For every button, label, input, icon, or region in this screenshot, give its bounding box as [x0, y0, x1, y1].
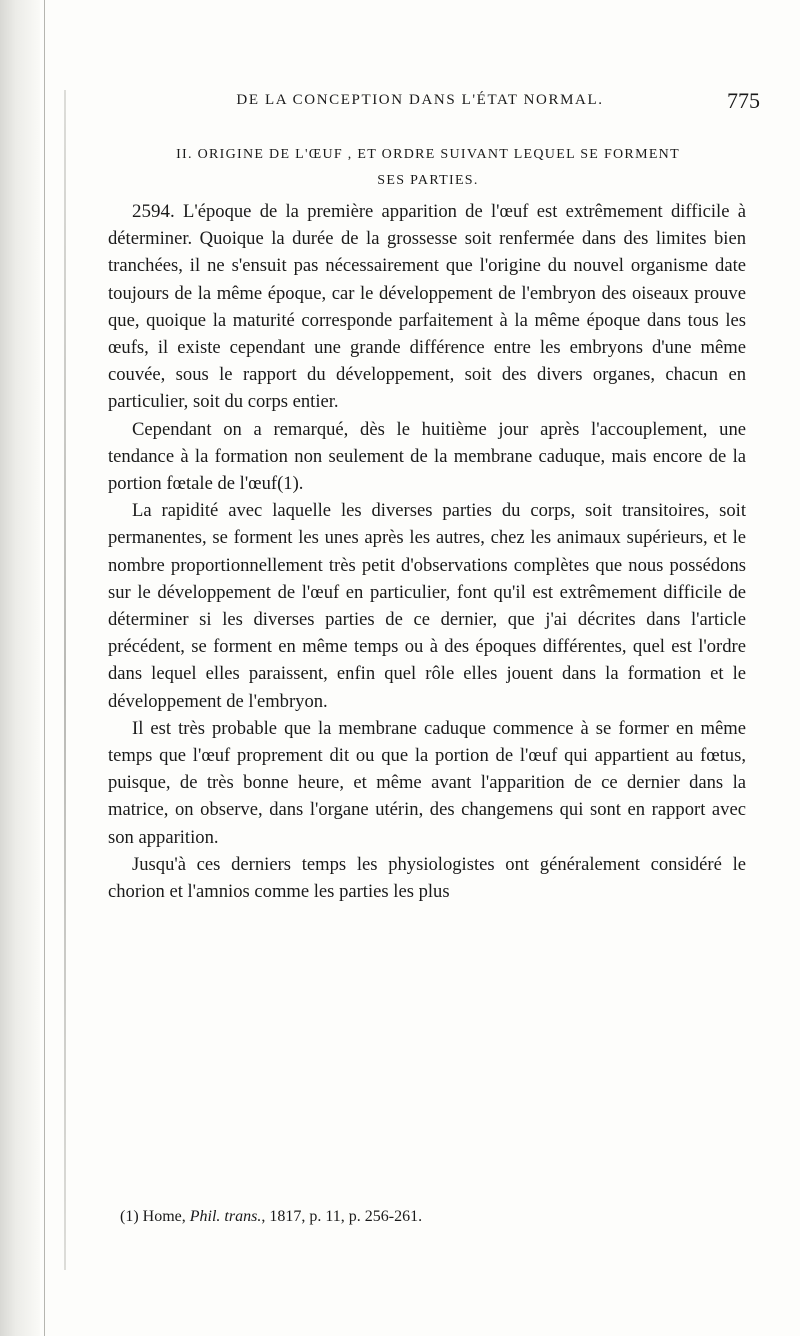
- footnote-author: Home,: [138, 1208, 190, 1225]
- binding-edge: [0, 0, 40, 1336]
- footnote-marker: (1): [120, 1208, 139, 1225]
- paragraph: [108, 715, 746, 851]
- section-title: [108, 142, 748, 194]
- footnote: [120, 1206, 740, 1228]
- gutter-line: [44, 0, 45, 1336]
- paragraph-text: Il est très probable que la membrane caduque commence à se former en même temps que l'œuf proprement dit ou que la portion de l'œuf qui appartient au fœtus, puisque, de très bonne heure, et même avant l'apparition de ce dernier dans la matrice, on observe, dans l'organe utérin, des changemens qui sont en rapport avec son apparition.: [108, 717, 746, 848]
- paragraph-number: 2594.: [132, 201, 175, 222]
- footnote-citation: , 1817, p. 11, p. 256-261.: [261, 1208, 423, 1225]
- section-title-line-2: SES PARTIES.: [377, 173, 479, 188]
- paragraph: [108, 416, 746, 498]
- running-title: DE LA CONCEPTION DANS L'ÉTAT NORMAL.: [236, 92, 604, 108]
- paragraph-2594: [108, 198, 746, 416]
- page-number: 775: [727, 88, 760, 113]
- paragraph-text: Cependant on a remarqué, dès le huitième jour après l'accouplement, une tendance à la formation non seulement de la membrane caduque, mais encore de la portion fœtale de l'œuf(1).: [108, 418, 746, 495]
- paragraph: [108, 851, 746, 905]
- footnote-journal: Phil. trans.: [189, 1208, 262, 1225]
- page-fold-shadow: [64, 90, 66, 1270]
- paragraph-text: L'époque de la première apparition de l'œuf est extrêmement difficile à déterminer. Quoique la durée de la grossesse soit renfermée dans des limites bien tranchées, il ne s'ensuit pas nécessairement que l'origine du nouvel organisme date toujours de la même époque, car le développement de l'embryon des oiseaux prouve que, quoique la maturité corresponde parfaitement à la même époque dans tous les œufs, il existe cependant une grande différence entre les embryons d'une même couvée, sous le rapport du développement, soit des divers organes, chacun en particulier, soit du corps entier.: [108, 201, 746, 413]
- paragraph-text: Jusqu'à ces derniers temps les physiologistes ont généralement considéré le chorion et l'amnios comme les parties les plus: [108, 853, 746, 903]
- running-head: [90, 88, 760, 118]
- body-text: [108, 198, 746, 905]
- paragraph: [108, 497, 746, 715]
- paragraph-text: La rapidité avec laquelle les diverses parties du corps, soit transitoires, soit permanentes, se forment les unes après les autres, chez les animaux supérieurs, et le nombre proportionnellement très petit d'observations complètes que nous possédons sur le développement de l'œuf en particulier, font qu'il est extrêmement difficile de déterminer si les diverses parties de ce dernier, que j'ai décrites dans l'article précédent, se forment en même temps ou à des époques différentes, quel est l'ordre dans lequel elles paraissent, enfin quel rôle elles jouent dans la formation et le développement de l'embryon.: [108, 500, 746, 712]
- section-title-line-1: II. ORIGINE DE L'ŒUF , ET ORDRE SUIVANT LEQUEL SE FORMENT: [176, 147, 680, 162]
